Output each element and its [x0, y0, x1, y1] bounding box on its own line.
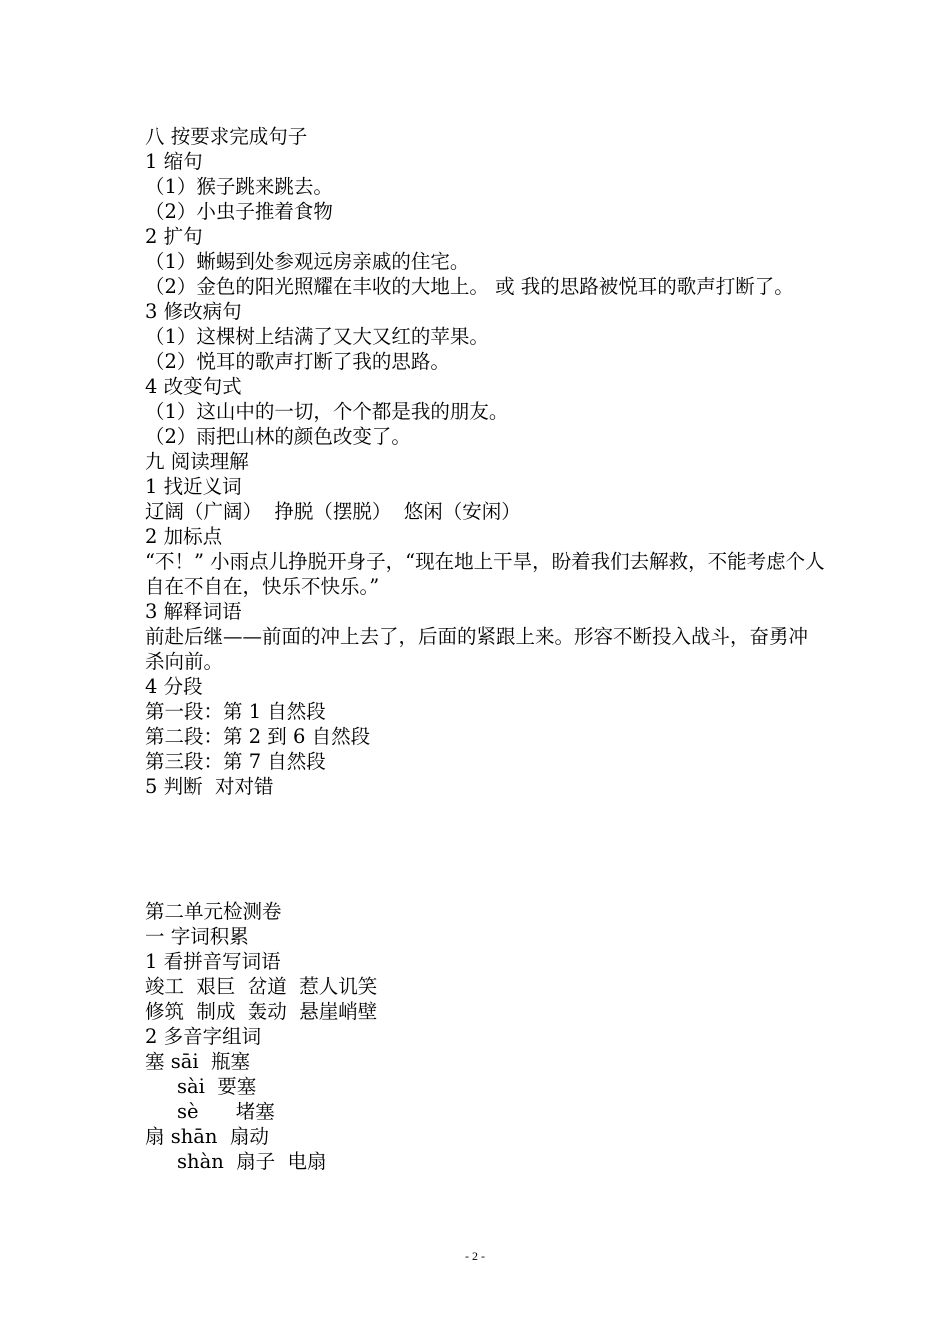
answer-line: （2）悦耳的歌声打断了我的思路。 [145, 350, 450, 373]
blank-space [145, 799, 825, 899]
document-body [145, 124, 825, 1174]
answer-line: 修筑 制成 轰动 悬崖峭壁 [145, 1000, 378, 1023]
question-title: 1 找近义词 [145, 475, 242, 498]
question-title: 4 分段 [145, 675, 203, 698]
answer-line: （2）雨把山林的颜色改变了。 [145, 425, 411, 448]
answer-line: 5 判断 对对错 [145, 775, 274, 798]
answer-line: （1）猴子跳来跳去。 [145, 175, 333, 198]
section-title: 八 按要求完成句子 [145, 125, 308, 148]
polyphone-line: sài 要塞 [177, 1075, 257, 1098]
answer-line: 第二段：第 2 到 6 自然段 [145, 725, 371, 748]
polyphone-line: 扇 shān 扇动 [145, 1125, 269, 1148]
section-title: 一 字词积累 [145, 925, 249, 948]
answer-paragraph: “不！” 小雨点儿挣脱开身子，“现在地上干旱，盼着我们去解救，不能考虑个人自在不自在，快乐不快乐。” [145, 550, 825, 598]
question-title: 1 缩句 [145, 150, 203, 173]
question-title: 3 解释词语 [145, 600, 242, 623]
polyphone-line: shàn 扇子 电扇 [177, 1150, 327, 1173]
answer-line: （1）这棵树上结满了又大又红的苹果。 [145, 325, 489, 348]
answer-line: （2）小虫子推着食物 [145, 200, 333, 223]
answer-line: （1）这山中的一切，个个都是我的朋友。 [145, 400, 509, 423]
answer-line: 辽阔（广阔） 挣脱（摆脱） 悠闲（安闲） [145, 500, 521, 523]
answer-line: 第三段：第 7 自然段 [145, 750, 326, 773]
question-title: 1 看拼音写词语 [145, 950, 281, 973]
section-title: 九 阅读理解 [145, 450, 249, 473]
question-title: 2 扩句 [145, 225, 203, 248]
polyphone-line: sè 堵塞 [177, 1100, 275, 1123]
unit-title: 第二单元检测卷 [145, 900, 282, 923]
question-title: 2 多音字组词 [145, 1025, 262, 1048]
answer-paragraph: （2）金色的阳光照耀在丰收的大地上。 或 我的思路被悦耳的歌声打断了。 [145, 275, 794, 298]
answer-line: （1）蜥蜴到处参观远房亲戚的住宅。 [145, 250, 470, 273]
question-title: 4 改变句式 [145, 375, 242, 398]
answer-line: 竣工 艰巨 岔道 惹人讥笑 [145, 975, 378, 998]
question-title: 2 加标点 [145, 525, 223, 548]
page-number: - 2 - [465, 1249, 485, 1263]
question-title: 3 修改病句 [145, 300, 242, 323]
answer-line: 第一段：第 1 自然段 [145, 700, 326, 723]
answer-paragraph: 前赴后继——前面的冲上去了，后面的紧跟上来。形容不断投入战斗，奋勇冲杀向前。 [145, 625, 809, 673]
polyphone-line: 塞 sāi 瓶塞 [145, 1050, 250, 1073]
